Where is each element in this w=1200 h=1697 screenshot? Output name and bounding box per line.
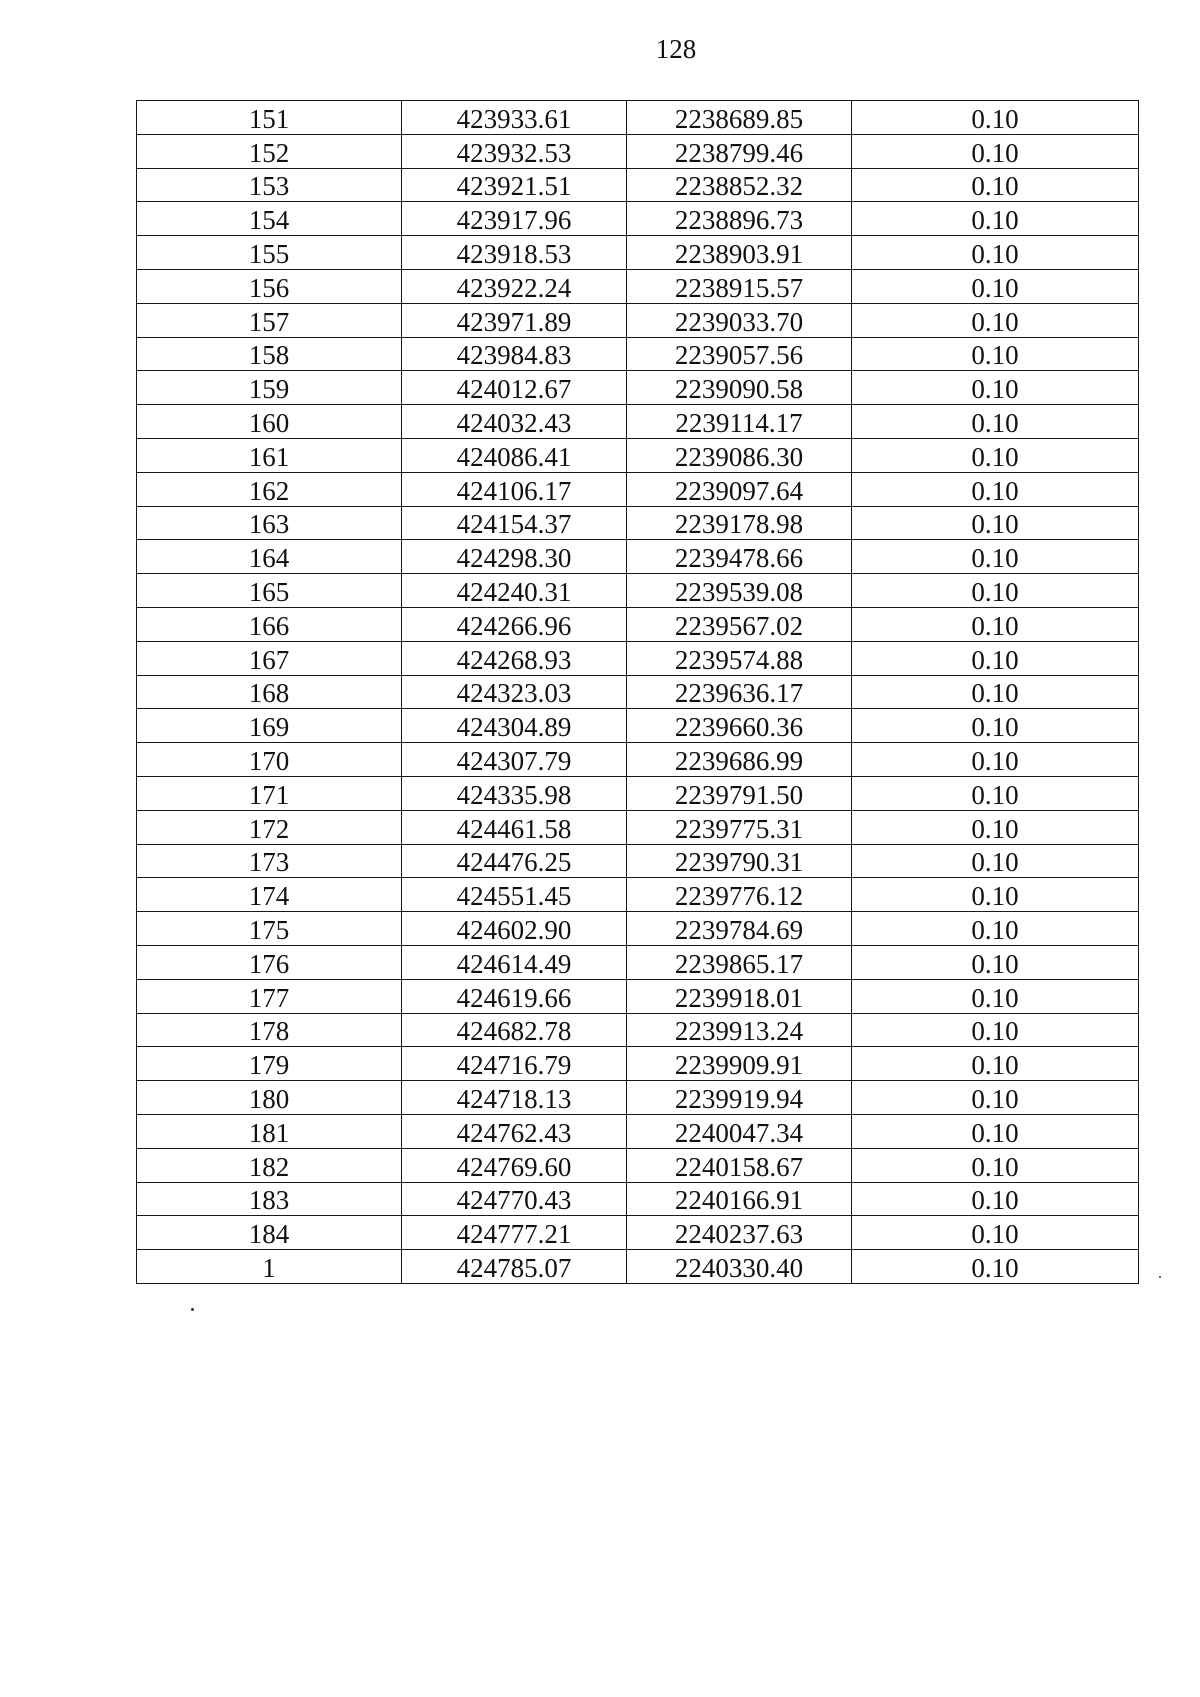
y-coordinate-cell: 2239478.66	[627, 540, 852, 574]
table-row	[137, 1148, 1139, 1182]
precision-cell: 0.10	[852, 878, 1139, 912]
x-coordinate-cell: 424682.78	[402, 1013, 627, 1047]
point-number-cell: 152	[137, 134, 402, 168]
table-row	[137, 134, 1139, 168]
precision-cell: 0.10	[852, 506, 1139, 540]
x-coordinate-cell: 424154.37	[402, 506, 627, 540]
point-number-cell: 182	[137, 1148, 402, 1182]
scan-speck	[1159, 1276, 1161, 1278]
table-row	[137, 1216, 1139, 1250]
x-coordinate-cell: 424461.58	[402, 810, 627, 844]
point-number-cell: 169	[137, 709, 402, 743]
point-number-cell: 168	[137, 675, 402, 709]
x-coordinate-cell: 424716.79	[402, 1047, 627, 1081]
table-row	[137, 607, 1139, 641]
x-coordinate-cell: 424718.13	[402, 1081, 627, 1115]
precision-cell: 0.10	[852, 709, 1139, 743]
precision-cell: 0.10	[852, 1013, 1139, 1047]
point-number-cell: 173	[137, 844, 402, 878]
point-number-cell: 163	[137, 506, 402, 540]
point-number-cell: 172	[137, 810, 402, 844]
y-coordinate-cell: 2238799.46	[627, 134, 852, 168]
x-coordinate-cell: 424769.60	[402, 1148, 627, 1182]
precision-cell: 0.10	[852, 269, 1139, 303]
x-coordinate-cell: 424268.93	[402, 641, 627, 675]
x-coordinate-cell: 423917.96	[402, 202, 627, 236]
x-coordinate-cell: 424762.43	[402, 1114, 627, 1148]
table-row	[137, 168, 1139, 202]
point-number-cell: 161	[137, 438, 402, 472]
x-coordinate-cell: 423922.24	[402, 269, 627, 303]
point-number-cell: 184	[137, 1216, 402, 1250]
x-coordinate-cell: 424304.89	[402, 709, 627, 743]
y-coordinate-cell: 2239033.70	[627, 303, 852, 337]
point-number-cell: 153	[137, 168, 402, 202]
point-number-cell: 170	[137, 743, 402, 777]
precision-cell: 0.10	[852, 1114, 1139, 1148]
x-coordinate-cell: 423921.51	[402, 168, 627, 202]
y-coordinate-cell: 2239539.08	[627, 574, 852, 608]
table-row	[137, 912, 1139, 946]
precision-cell: 0.10	[852, 337, 1139, 371]
y-coordinate-cell: 2239086.30	[627, 438, 852, 472]
precision-cell: 0.10	[852, 371, 1139, 405]
y-coordinate-cell: 2240330.40	[627, 1250, 852, 1284]
table-row	[137, 269, 1139, 303]
point-number-cell: 174	[137, 878, 402, 912]
table-row	[137, 405, 1139, 439]
y-coordinate-cell: 2239057.56	[627, 337, 852, 371]
point-number-cell: 178	[137, 1013, 402, 1047]
point-number-cell: 181	[137, 1114, 402, 1148]
y-coordinate-cell: 2239636.17	[627, 675, 852, 709]
point-number-cell: 166	[137, 607, 402, 641]
table-row	[137, 945, 1139, 979]
y-coordinate-cell: 2238896.73	[627, 202, 852, 236]
y-coordinate-cell: 2240047.34	[627, 1114, 852, 1148]
point-number-cell: 158	[137, 337, 402, 371]
y-coordinate-cell: 2238852.32	[627, 168, 852, 202]
table-row	[137, 438, 1139, 472]
point-number-cell: 164	[137, 540, 402, 574]
y-coordinate-cell: 2239660.36	[627, 709, 852, 743]
precision-cell: 0.10	[852, 1081, 1139, 1115]
table-row	[137, 810, 1139, 844]
precision-cell: 0.10	[852, 202, 1139, 236]
x-coordinate-cell: 424785.07	[402, 1250, 627, 1284]
point-number-cell: 183	[137, 1182, 402, 1216]
y-coordinate-cell: 2240237.63	[627, 1216, 852, 1250]
y-coordinate-cell: 2239574.88	[627, 641, 852, 675]
precision-cell: 0.10	[852, 979, 1139, 1013]
table-row	[137, 202, 1139, 236]
point-number-cell: 154	[137, 202, 402, 236]
point-number-cell: 179	[137, 1047, 402, 1081]
precision-cell: 0.10	[852, 1148, 1139, 1182]
x-coordinate-cell: 424476.25	[402, 844, 627, 878]
table-row	[137, 641, 1139, 675]
y-coordinate-cell: 2239784.69	[627, 912, 852, 946]
y-coordinate-cell: 2240166.91	[627, 1182, 852, 1216]
point-number-cell: 1	[137, 1250, 402, 1284]
precision-cell: 0.10	[852, 641, 1139, 675]
table-row	[137, 371, 1139, 405]
x-coordinate-cell: 424086.41	[402, 438, 627, 472]
precision-cell: 0.10	[852, 472, 1139, 506]
precision-cell: 0.10	[852, 168, 1139, 202]
scan-speck	[191, 1308, 194, 1311]
table-row	[137, 1182, 1139, 1216]
x-coordinate-cell: 424602.90	[402, 912, 627, 946]
x-coordinate-cell: 424307.79	[402, 743, 627, 777]
x-coordinate-cell: 423933.61	[402, 101, 627, 135]
x-coordinate-cell: 423918.53	[402, 236, 627, 270]
x-coordinate-cell: 424266.96	[402, 607, 627, 641]
y-coordinate-cell: 2238915.57	[627, 269, 852, 303]
precision-cell: 0.10	[852, 776, 1139, 810]
point-number-cell: 160	[137, 405, 402, 439]
table-row	[137, 472, 1139, 506]
precision-cell: 0.10	[852, 743, 1139, 777]
table-row	[137, 1250, 1139, 1284]
y-coordinate-cell: 2239178.98	[627, 506, 852, 540]
table-row	[137, 1047, 1139, 1081]
table-row	[137, 979, 1139, 1013]
x-coordinate-cell: 424012.67	[402, 371, 627, 405]
x-coordinate-cell: 423984.83	[402, 337, 627, 371]
x-coordinate-cell: 424335.98	[402, 776, 627, 810]
y-coordinate-cell: 2239918.01	[627, 979, 852, 1013]
point-number-cell: 175	[137, 912, 402, 946]
x-coordinate-cell: 424614.49	[402, 945, 627, 979]
table-row	[137, 540, 1139, 574]
point-number-cell: 167	[137, 641, 402, 675]
precision-cell: 0.10	[852, 607, 1139, 641]
precision-cell: 0.10	[852, 134, 1139, 168]
point-number-cell: 171	[137, 776, 402, 810]
table-row	[137, 844, 1139, 878]
point-number-cell: 162	[137, 472, 402, 506]
precision-cell: 0.10	[852, 574, 1139, 608]
table-row	[137, 776, 1139, 810]
point-number-cell: 151	[137, 101, 402, 135]
table-row	[137, 1114, 1139, 1148]
x-coordinate-cell: 424551.45	[402, 878, 627, 912]
table-row	[137, 337, 1139, 371]
table-row	[137, 743, 1139, 777]
point-number-cell: 176	[137, 945, 402, 979]
precision-cell: 0.10	[852, 236, 1139, 270]
x-coordinate-cell: 424619.66	[402, 979, 627, 1013]
table-row	[137, 574, 1139, 608]
table-row	[137, 878, 1139, 912]
precision-cell: 0.10	[852, 101, 1139, 135]
y-coordinate-cell: 2239114.17	[627, 405, 852, 439]
point-number-cell: 157	[137, 303, 402, 337]
y-coordinate-cell: 2238903.91	[627, 236, 852, 270]
y-coordinate-cell: 2240158.67	[627, 1148, 852, 1182]
precision-cell: 0.10	[852, 1047, 1139, 1081]
x-coordinate-cell: 424323.03	[402, 675, 627, 709]
table-row	[137, 303, 1139, 337]
point-number-cell: 180	[137, 1081, 402, 1115]
x-coordinate-cell: 424240.31	[402, 574, 627, 608]
x-coordinate-cell: 424032.43	[402, 405, 627, 439]
x-coordinate-cell: 423932.53	[402, 134, 627, 168]
table-row	[137, 506, 1139, 540]
precision-cell: 0.10	[852, 1250, 1139, 1284]
table-body	[137, 101, 1139, 1284]
precision-cell: 0.10	[852, 1182, 1139, 1216]
precision-cell: 0.10	[852, 844, 1139, 878]
precision-cell: 0.10	[852, 303, 1139, 337]
table-row	[137, 236, 1139, 270]
precision-cell: 0.10	[852, 810, 1139, 844]
precision-cell: 0.10	[852, 912, 1139, 946]
y-coordinate-cell: 2239097.64	[627, 472, 852, 506]
x-coordinate-cell: 424106.17	[402, 472, 627, 506]
y-coordinate-cell: 2239567.02	[627, 607, 852, 641]
y-coordinate-cell: 2239919.94	[627, 1081, 852, 1115]
table-row	[137, 709, 1139, 743]
precision-cell: 0.10	[852, 675, 1139, 709]
x-coordinate-cell: 423971.89	[402, 303, 627, 337]
precision-cell: 0.10	[852, 405, 1139, 439]
coordinates-table	[136, 100, 1139, 1284]
precision-cell: 0.10	[852, 438, 1139, 472]
x-coordinate-cell: 424770.43	[402, 1182, 627, 1216]
table-row	[137, 101, 1139, 135]
point-number-cell: 159	[137, 371, 402, 405]
table-row	[137, 1013, 1139, 1047]
y-coordinate-cell: 2239090.58	[627, 371, 852, 405]
y-coordinate-cell: 2239913.24	[627, 1013, 852, 1047]
y-coordinate-cell: 2238689.85	[627, 101, 852, 135]
point-number-cell: 165	[137, 574, 402, 608]
point-number-cell: 155	[137, 236, 402, 270]
y-coordinate-cell: 2239791.50	[627, 776, 852, 810]
y-coordinate-cell: 2239790.31	[627, 844, 852, 878]
x-coordinate-cell: 424298.30	[402, 540, 627, 574]
point-number-cell: 177	[137, 979, 402, 1013]
y-coordinate-cell: 2239865.17	[627, 945, 852, 979]
page-number: 128	[655, 34, 697, 64]
table-row	[137, 1081, 1139, 1115]
table-row	[137, 675, 1139, 709]
y-coordinate-cell: 2239775.31	[627, 810, 852, 844]
precision-cell: 0.10	[852, 945, 1139, 979]
y-coordinate-cell: 2239909.91	[627, 1047, 852, 1081]
y-coordinate-cell: 2239776.12	[627, 878, 852, 912]
point-number-cell: 156	[137, 269, 402, 303]
y-coordinate-cell: 2239686.99	[627, 743, 852, 777]
x-coordinate-cell: 424777.21	[402, 1216, 627, 1250]
precision-cell: 0.10	[852, 540, 1139, 574]
precision-cell: 0.10	[852, 1216, 1139, 1250]
